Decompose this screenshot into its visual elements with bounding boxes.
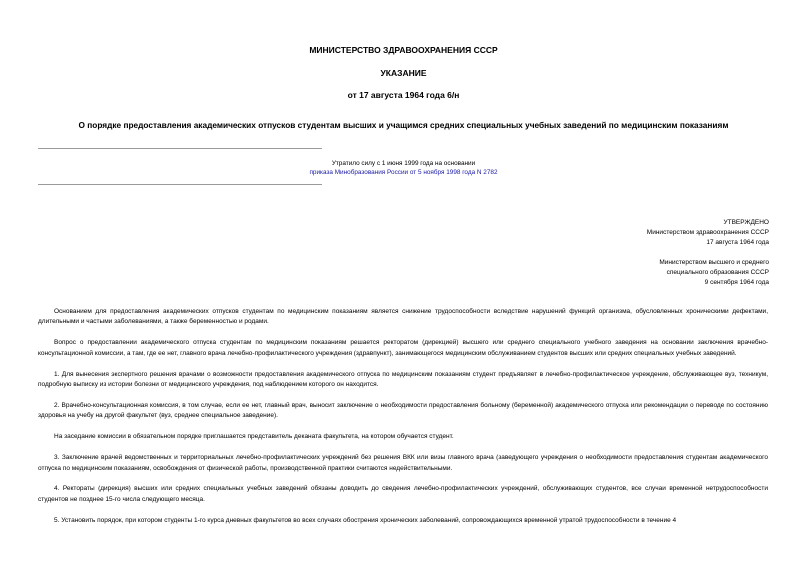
- bottom-divider: [38, 184, 322, 185]
- body-paragraph: 1. Для вынесения экспертного решения врачами о возможности предоставления академического отпуска по медицинским показаниям студент предъявляет в лечебно-профилактическое учреждение, обслуживающее вуз, техникум, подробную выписку из истории болезни от медицинского учреждения, под наблюдением которого он находится.: [38, 370, 768, 389]
- approval-block: [469, 218, 769, 288]
- document-type-heading: УКАЗАНИЕ: [380, 68, 427, 78]
- body-paragraph: 4. Ректораты (дирекция) высших или средних специальных учебных заведений обязаны доводить до сведения лечебно-профилактических учреждений, обслуживающих студентов, все случаи временной нетрудоспособности студентов не позднее 15-го числа следующего месяца.: [38, 485, 768, 503]
- document-body: [38, 307, 768, 537]
- status-note-line: Утратило силу с 1 июня 1999 года на основании: [331, 160, 476, 167]
- body-paragraph: Вопрос о предоставлении академического отпуска студентам по медицинским показаниям решается ректоратом (дирекцией) высшего или среднего специального учебного заведения на основании заключения врачебно-консультационной комиссии, а там, где ее нет, главного врача лечебно-профилактического учреждения (здравпункт), занимающегося медицинским обслуживанием студентов высших или средних специальных учебных заведений.: [38, 339, 768, 357]
- body-paragraph: 2. Врачебно-консультационная комиссия, в том случае, если ее нет, главный врач, выносит заключение о необходимости предоставления больному (беременной) академического отпуска или рекомендации о переводе по состоянию здоровья на учебу на другой факультет (вуз, среднее специальное заведение).: [38, 401, 768, 420]
- body-paragraph: 3. Заключение врачей ведомственных и территориальных лечебно-профилактических учреждений без решения ВКК или визы главного врача (заведующего учреждения о необходимости предоставления студентам академического отпуска по медицинским показаниям, освобождения от физической работы, производственной практики считаются недействительными.: [38, 454, 768, 472]
- approved-by-ministry-education-line1: Министерством высшего и среднего: [659, 259, 769, 266]
- body-paragraph: На заседание комиссии в обязательном порядке приглашается представитель деканата факультета, на котором обучается студент.: [54, 433, 454, 441]
- top-divider: [38, 148, 322, 149]
- document-date-heading: от 17 августа 1964 года 6/н: [347, 90, 460, 100]
- approval-date-1: 17 августа 1964 года: [706, 239, 769, 246]
- ministry-heading: МИНИСТЕРСТВО ЗДРАВООХРАНЕНИЯ СССР: [309, 45, 498, 55]
- approved-by-ministry-education-line2: специального образования СССР: [666, 269, 769, 276]
- document-title: О порядке предоставления академических отпусков студентам высших и учащимся средних специальных учебных заведений по медицинским показаниям: [78, 120, 729, 130]
- repeal-order-link[interactable]: приказа Минобразования России от 5 ноября 1998 года N 2782: [309, 169, 498, 176]
- body-paragraph: 5. Установить порядок, при котором студенты 1-го курса дневных факультетов во всех случаях обострения хронических заболеваний, сопровождающихся временной утратой трудоспособности в течение 4: [54, 516, 677, 524]
- approved-by-ministry-health: Министерством здравоохранения СССР: [646, 229, 769, 236]
- status-note-link-line: [0, 168, 807, 177]
- approval-spacer: [469, 248, 769, 258]
- approved-label: УТВЕРЖДЕНО: [723, 219, 769, 226]
- approval-date-2: 9 сентября 1964 года: [704, 279, 769, 286]
- body-paragraph: Основанием для предоставления академических отпусков студентам по медицинским показаниям является снижение трудоспособности вследствие нарушений функций организма, обусловленных хроническими дефектами, длительными и частыми заболеваниями, а также беременностью и родами.: [38, 308, 768, 326]
